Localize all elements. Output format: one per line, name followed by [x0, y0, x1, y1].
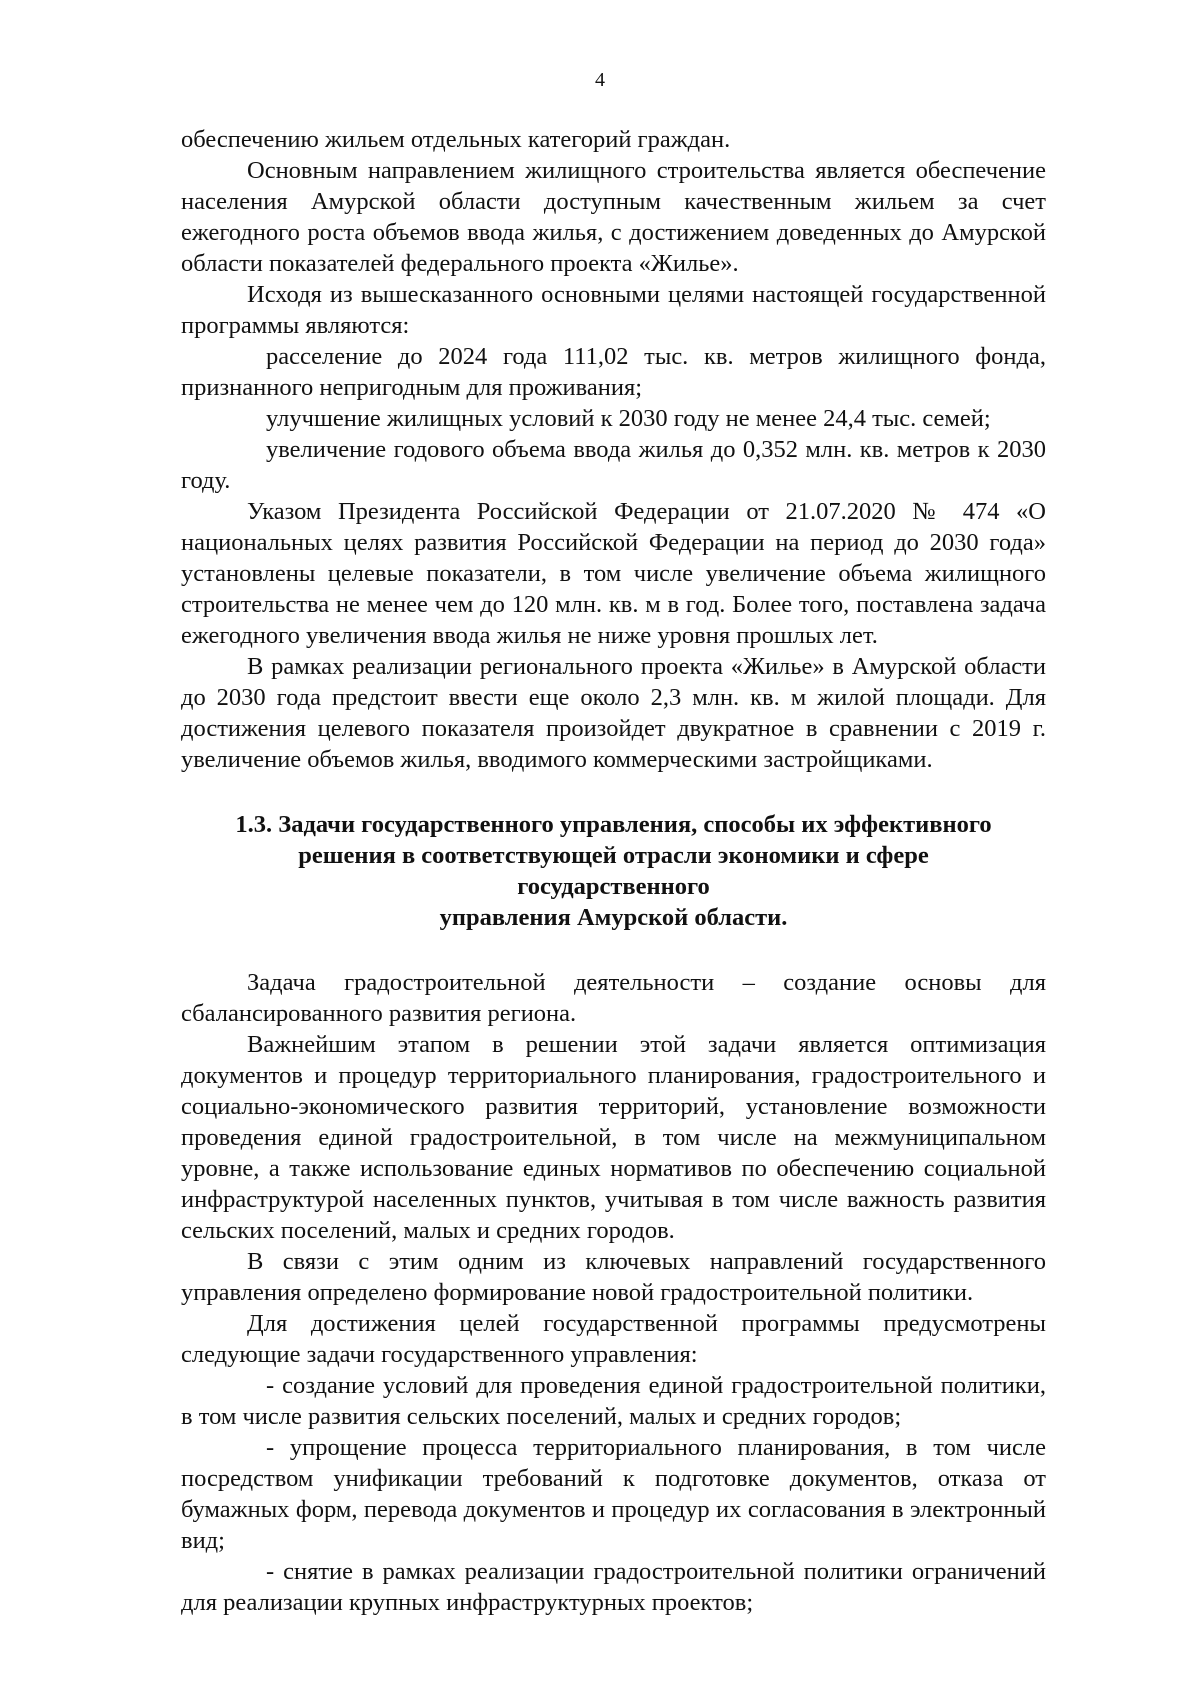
bottom-paragraphs — [181, 967, 1046, 1618]
top-paragraphs — [181, 124, 1046, 775]
paragraph: увеличение годового объема ввода жилья до 0,352 млн. кв. метров к 2030 году. — [181, 436, 1046, 494]
section-heading — [211, 809, 1016, 933]
document-body — [181, 124, 1046, 1618]
page-number: 4 — [595, 69, 605, 91]
paragraph: - снятие в рамках реализации градостроительной политики ограничений для реализации крупных инфраструктурных проектов; — [181, 1558, 1046, 1616]
paragraph: В связи с этим одним из ключевых направлений государственного управления определено формирование новой градостроительной политики. — [181, 1248, 1046, 1306]
section-heading-line: решения в соответствующей отрасли экономики и сфере государственного — [298, 842, 929, 900]
paragraph: - создание условий для проведения единой градостроительной политики, в том числе развития сельских поселений, малых и средних городов; — [181, 1372, 1046, 1430]
section-heading-line: управления Амурской области. — [439, 904, 788, 931]
paragraph: Исходя из вышесказанного основными целями настоящей государственной программы являются: — [181, 281, 1046, 339]
paragraph: Основным направлением жилищного строительства является обеспечение населения Амурской области доступным качественным жильем за счет ежегодного роста объемов ввода жилья, с достижением доведенных до Амурской области показателей федерального проекта «Жилье». — [181, 157, 1046, 277]
paragraph: Задача градостроительной деятельности – создание основы для сбалансированного развития региона. — [181, 969, 1046, 1027]
paragraph: улучшение жилищных условий к 2030 году не менее 24,4 тыс. семей; — [266, 405, 991, 432]
section-heading-line: 1.3. Задачи государственного управления, способы их эффективного — [235, 811, 992, 838]
paragraph: обеспечению жильем отдельных категорий граждан. — [181, 126, 731, 153]
paragraph: Для достижения целей государственной программы предусмотрены следующие задачи государственного управления: — [181, 1310, 1046, 1368]
paragraph: расселение до 2024 года 111,02 тыс. кв. метров жилищного фонда, признанного непригодным для проживания; — [181, 343, 1046, 401]
paragraph: Указом Президента Российской Федерации от 21.07.2020 № 474 «О национальных целях развития Российской Федерации на период до 2030 года» установлены целевые показатели, в том числе увеличение объема жилищного строительства не менее чем до 120 млн. кв. м в год. Более того, поставлена задача ежегодного увеличения ввода жилья не ниже уровня прошлых лет. — [181, 498, 1046, 649]
paragraph: Важнейшим этапом в решении этой задачи является оптимизация документов и процедур территориального планирования, градостроительного и социально-экономического развития территорий, установление возможности проведения единой градостроительной, в том числе на межмуниципальном уровне, а также использование единых нормативов по обеспечению социальной инфраструктурой населенных пунктов, учитывая в том числе важность развития сельских поселений, малых и средних городов. — [181, 1031, 1046, 1244]
paragraph: В рамках реализации регионального проекта «Жилье» в Амурской области до 2030 года предстоит ввести еще около 2,3 млн. кв. м жилой площади. Для достижения целевого показателя произойдет двукратное в сравнении с 2019 г. увеличение объемов жилья, вводимого коммерческими застройщиками. — [181, 653, 1046, 773]
paragraph: - упрощение процесса территориального планирования, в том числе посредством унификации требований к подготовке документов, отказа от бумажных форм, перевода документов и процедур их согласования в электронный вид; — [181, 1434, 1046, 1554]
